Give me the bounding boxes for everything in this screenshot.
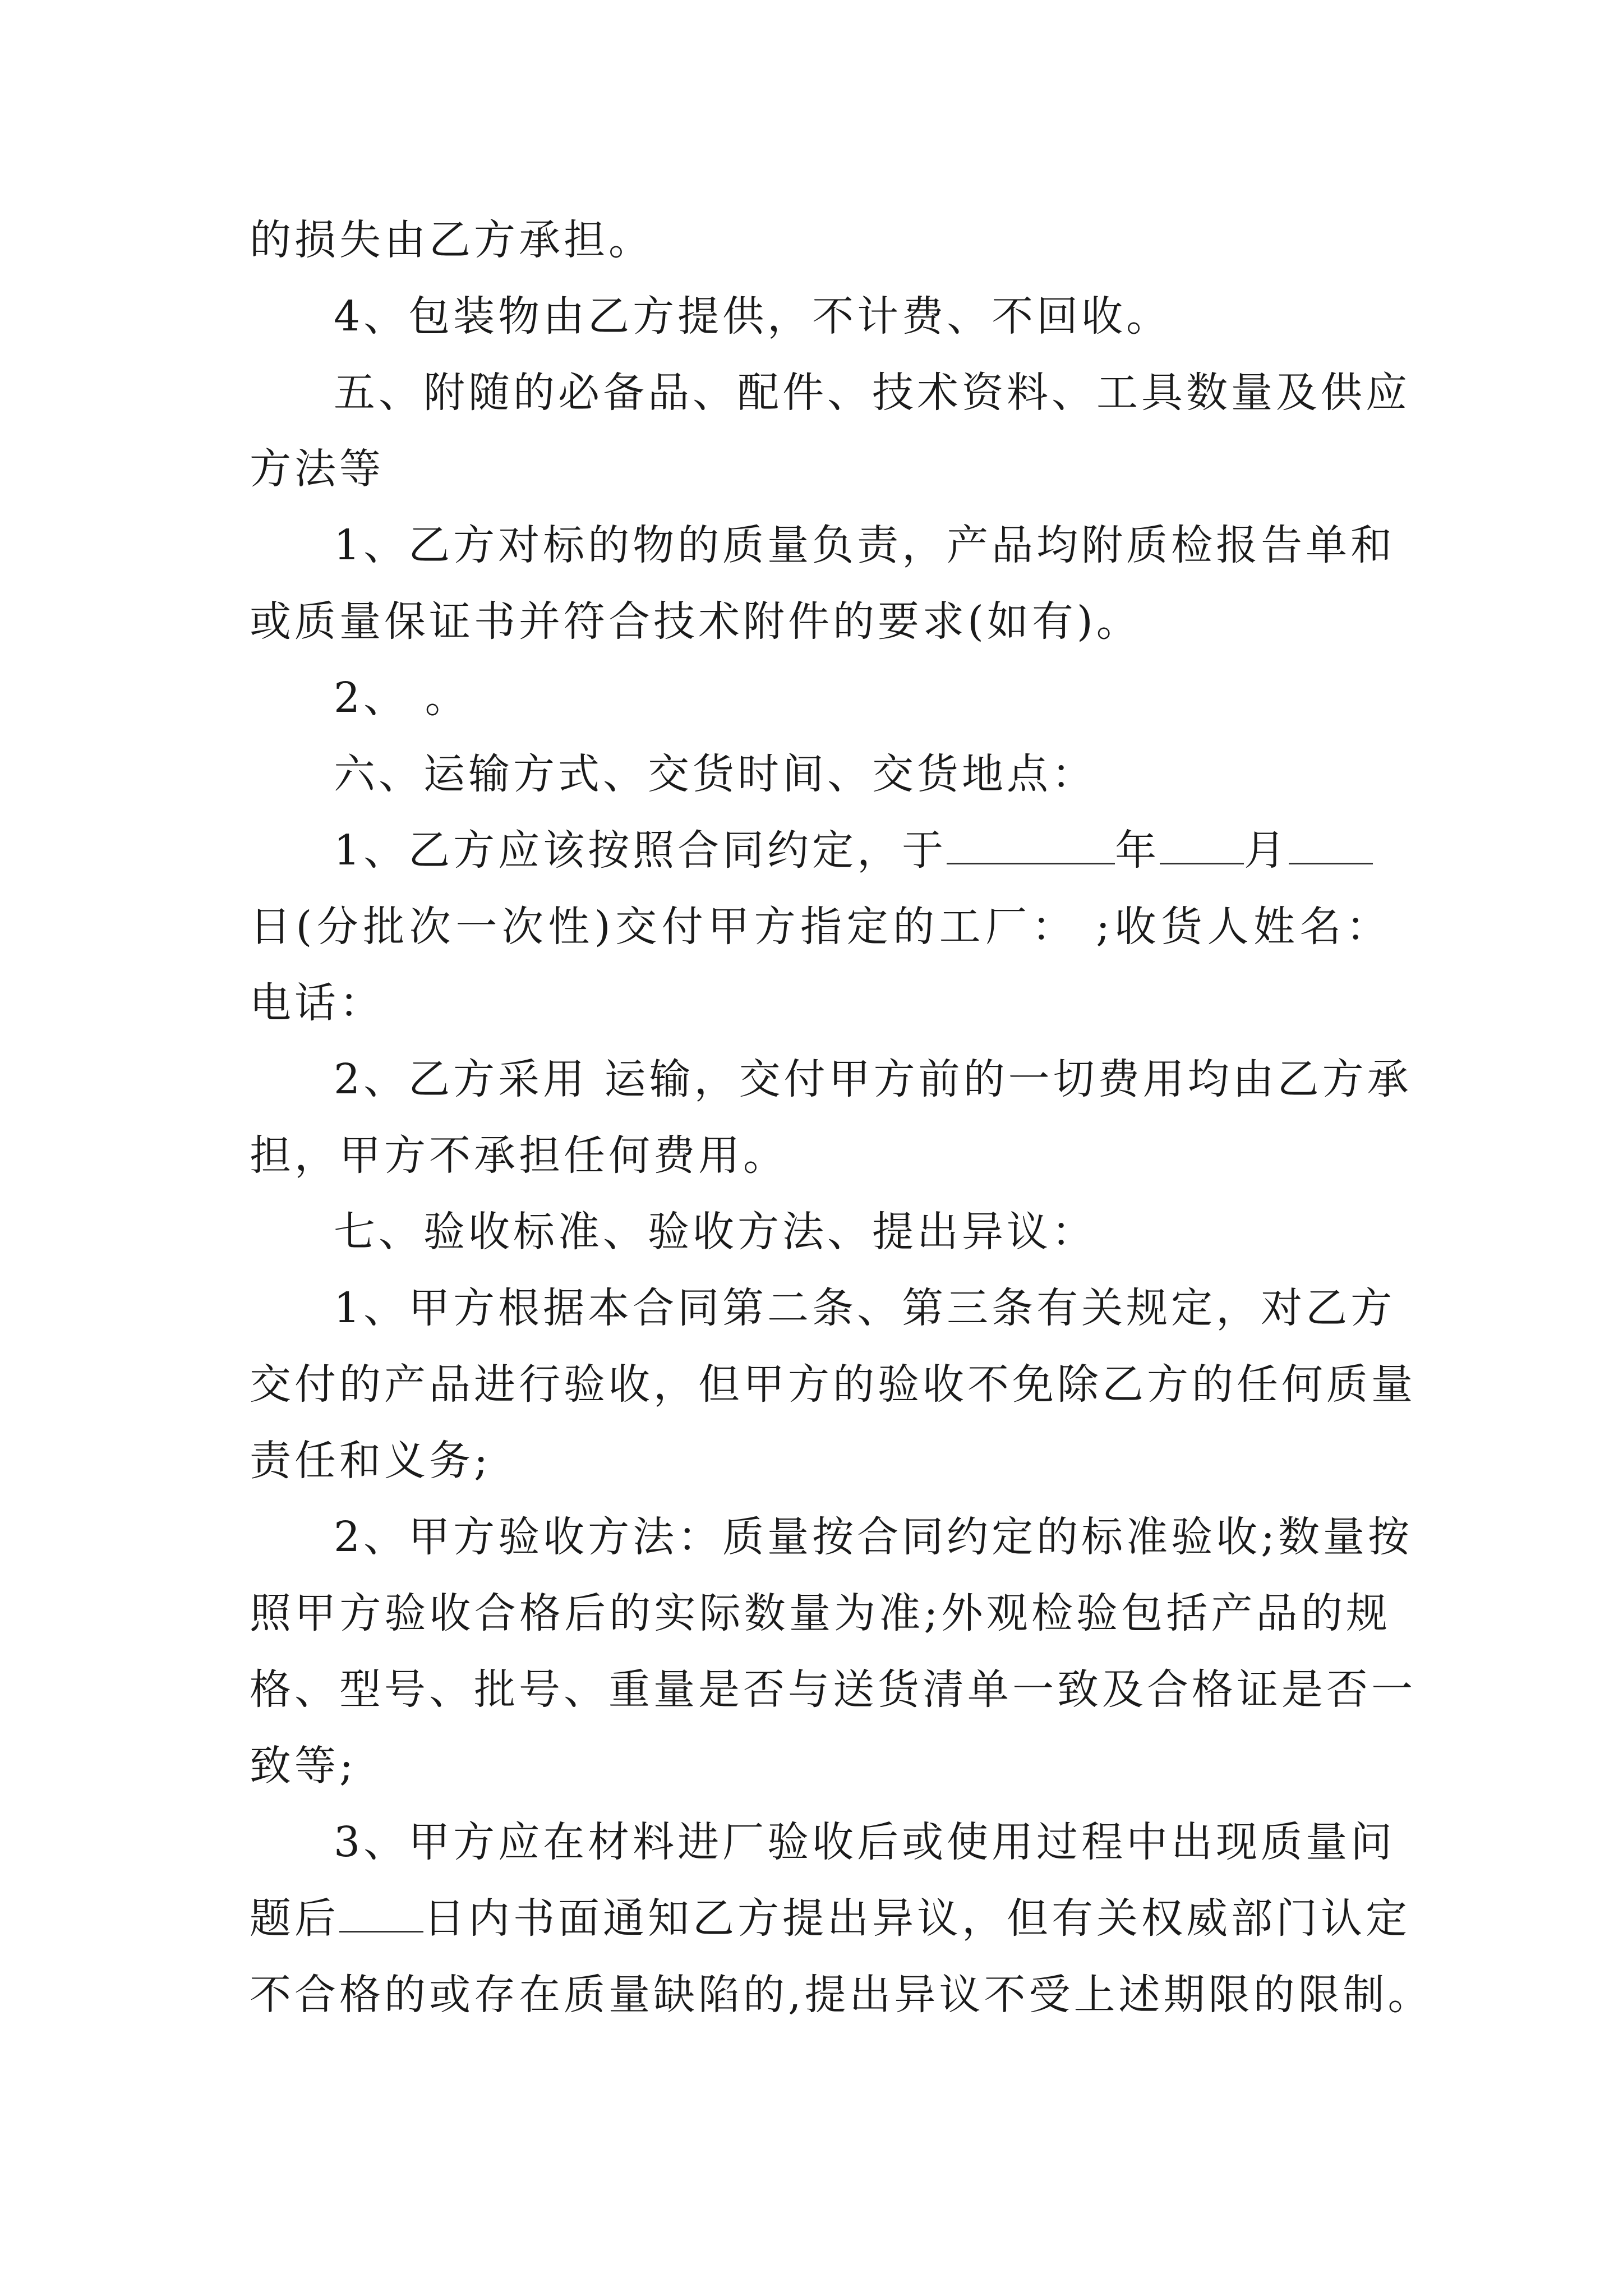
text-line: 格、型号、批号、重量是否与送货清单一致及合格证是否一 bbox=[250, 1665, 1416, 1714]
text-line: 致等; bbox=[250, 1742, 357, 1790]
text-fragment: 1、乙方应该按照合同约定，于 bbox=[334, 826, 947, 875]
blank-month-field bbox=[1160, 823, 1244, 864]
text-line: 担，甲方不承担任何费用。 bbox=[250, 1131, 788, 1180]
blank-year-field bbox=[947, 823, 1115, 864]
text-line: 4、包装物由乙方提供，不计费、不回收。 bbox=[334, 292, 1172, 341]
text-line: 方法等 bbox=[250, 445, 384, 493]
text-line: 2、甲方验收方法：质量按合同约定的标准验收;数量按 bbox=[334, 1513, 1413, 1561]
text-fragment: 日内书面通知乙方提出异议，但有关权威部门认定 bbox=[423, 1894, 1410, 1943]
text-line: 日(分批次一次性)交付甲方指定的工厂： ;收货人姓名： bbox=[250, 903, 1391, 951]
text-fragment: 题后 bbox=[250, 1894, 339, 1943]
blank-days-field bbox=[339, 1892, 423, 1932]
text-line: 电话： bbox=[250, 979, 384, 1027]
text-line: 或质量保证书并符合技术附件的要求(如有)。 bbox=[250, 597, 1141, 646]
text-line: 的损失由乙方承担。 bbox=[250, 216, 653, 264]
document-body bbox=[250, 202, 1433, 2033]
delivery-date-line bbox=[250, 812, 1391, 889]
text-line: 2、 。 bbox=[334, 674, 470, 722]
text-line: 1、乙方对标的物的质量负责，产品均附质检报告单和 bbox=[334, 521, 1396, 569]
section-heading-5: 五、附随的必备品、配件、技术资料、工具数量及供应 bbox=[334, 369, 1410, 417]
text-fragment: 月 bbox=[1244, 826, 1289, 875]
text-line: 责任和义务; bbox=[250, 1437, 491, 1485]
section-heading-7: 七、验收标准、验收方法、提出异议： bbox=[334, 1208, 1096, 1256]
section-heading-6: 六、运输方式、交货时间、交货地点： bbox=[334, 750, 1096, 798]
blank-day-field bbox=[1289, 823, 1373, 864]
text-line: 3、甲方应在材料进厂验收后或使用过程中出现质量问 bbox=[334, 1818, 1396, 1866]
text-fragment: 年 bbox=[1115, 826, 1160, 875]
text-line: 交付的产品进行验收，但甲方的验收不免除乙方的任何质量 bbox=[250, 1360, 1416, 1409]
objection-deadline-line bbox=[250, 1880, 1410, 1957]
text-line: 不合格的或存在质量缺陷的,提出异议不受上述期限的限制。 bbox=[250, 1971, 1433, 2019]
text-line: 照甲方验收合格后的实际数量为准;外观检验包括产品的规 bbox=[250, 1589, 1391, 1637]
text-line: 1、甲方根据本合同第二条、第三条有关规定，对乙方 bbox=[334, 1284, 1396, 1332]
text-line: 2、乙方采用 运输，交付甲方前的一切费用均由乙方承 bbox=[334, 1055, 1412, 1103]
